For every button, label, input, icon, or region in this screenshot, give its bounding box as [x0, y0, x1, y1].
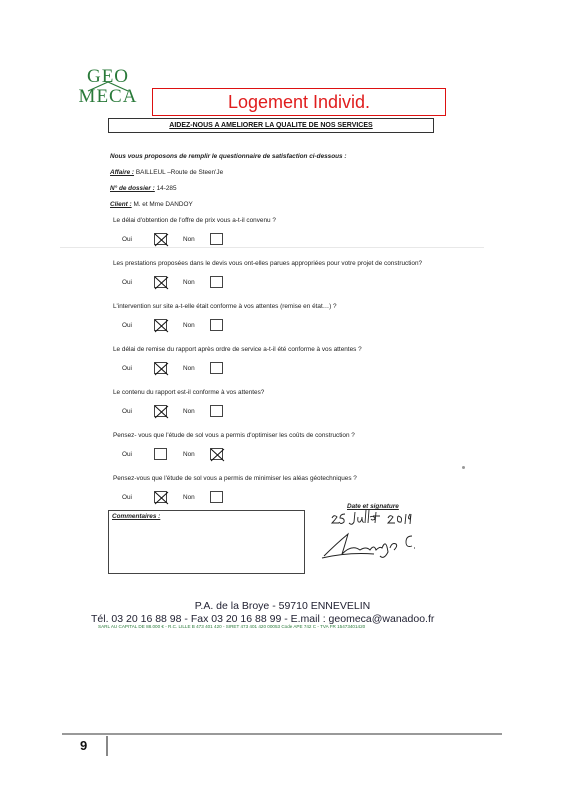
comments-label: Commentaires : — [112, 513, 161, 520]
no-label: Non — [183, 322, 195, 329]
no-label: Non — [183, 408, 195, 415]
no-checkbox[interactable] — [210, 276, 223, 288]
client-value: M. et Mme DANDOY — [133, 201, 193, 208]
yes-label: Oui — [122, 408, 132, 415]
page-number-separator — [106, 736, 108, 756]
yes-checkbox[interactable] — [154, 276, 167, 288]
page-number: 9 — [80, 738, 88, 753]
comments-box[interactable] — [108, 510, 305, 574]
no-label: Non — [183, 365, 195, 372]
scan-speck — [462, 466, 465, 469]
no-checkbox[interactable] — [210, 233, 223, 245]
question-text: Pensez-vous que l'étude de sol vous a permis de minimiser les aléas géotechniques ? — [113, 475, 357, 482]
client-label: Client : — [110, 201, 132, 208]
dossier-row — [110, 185, 177, 193]
yes-checkbox[interactable] — [154, 491, 167, 503]
page-footer-rule — [62, 733, 502, 735]
question-text: Pensez- vous que l'étude de sol vous a permis d'optimiser les coûts de construction ? — [113, 432, 355, 439]
survey-banner: AIDEZ-NOUS A AMELIORER LA QUALITE DE NOS SERVICES — [108, 118, 434, 133]
client-row — [110, 201, 193, 209]
yes-label: Oui — [122, 279, 132, 286]
question-text: Le contenu du rapport est-il conforme à vos attentes? — [113, 389, 265, 396]
dossier-value: 14-285 — [156, 185, 177, 192]
handwritten-signature — [318, 508, 428, 564]
yes-label: Oui — [122, 365, 132, 372]
no-checkbox[interactable] — [210, 491, 223, 503]
signature-label: Date et signature — [347, 503, 399, 510]
fold-line — [60, 247, 484, 248]
question-text: Les prestations proposées dans le devis vous ont-elles parues appropriées pour votre projet de construction? — [113, 260, 423, 267]
footer-address: P.A. de la Broye - 59710 ENNEVELIN — [194, 600, 371, 612]
yes-checkbox[interactable] — [154, 362, 167, 374]
logo-line-2: MECA — [78, 86, 138, 107]
yes-label: Oui — [122, 236, 132, 243]
no-label: Non — [183, 279, 195, 286]
document-title: Logement Individ. — [152, 88, 446, 116]
affaire-label: Affaire : — [110, 169, 135, 176]
dossier-label: N° de dossier : — [110, 185, 155, 192]
no-label: Non — [183, 451, 195, 458]
no-checkbox[interactable] — [210, 362, 223, 374]
yes-checkbox[interactable] — [154, 448, 167, 460]
footer-contact: Tél. 03 20 16 88 98 - Fax 03 20 16 88 99 - E.mail : geomeca@wanadoo.fr — [91, 613, 435, 625]
yes-label: Oui — [122, 451, 132, 458]
question-text: Le délai de remise du rapport après ordre de service a-t-il été conforme à vos attentes ? — [113, 346, 362, 353]
yes-checkbox[interactable] — [154, 405, 167, 417]
logo-line-1: GEO — [86, 66, 130, 87]
geomeca-logo — [72, 66, 144, 108]
no-checkbox[interactable] — [210, 319, 223, 331]
affaire-value: BAILLEUL –Route de Steen'Je — [135, 169, 224, 176]
no-label: Non — [183, 494, 195, 501]
no-checkbox[interactable] — [210, 405, 223, 417]
yes-label: Oui — [122, 494, 132, 501]
footer-legal: SARL AU CAPITAL DE 88.000 € - R.C. LILLE B 473 401 420 - SIRET 473 401 420 00053 Code APE 742 C - TVA FR 15473401420 — [98, 624, 366, 629]
yes-checkbox[interactable] — [154, 319, 167, 331]
question-text: Le délai d'obtention de l'offre de prix vous a-t-il convenu ? — [113, 217, 276, 224]
intro-text: Nous vous proposons de remplir le questionnaire de satisfaction ci-dessous : — [110, 153, 347, 160]
yes-label: Oui — [122, 322, 132, 329]
question-text: L'intervention sur site a-t-elle était conforme à vos attentes (remise en état…) ? — [113, 303, 337, 310]
no-checkbox[interactable] — [210, 448, 223, 460]
affaire-row — [110, 169, 223, 177]
yes-checkbox[interactable] — [154, 233, 167, 245]
no-label: Non — [183, 236, 195, 243]
